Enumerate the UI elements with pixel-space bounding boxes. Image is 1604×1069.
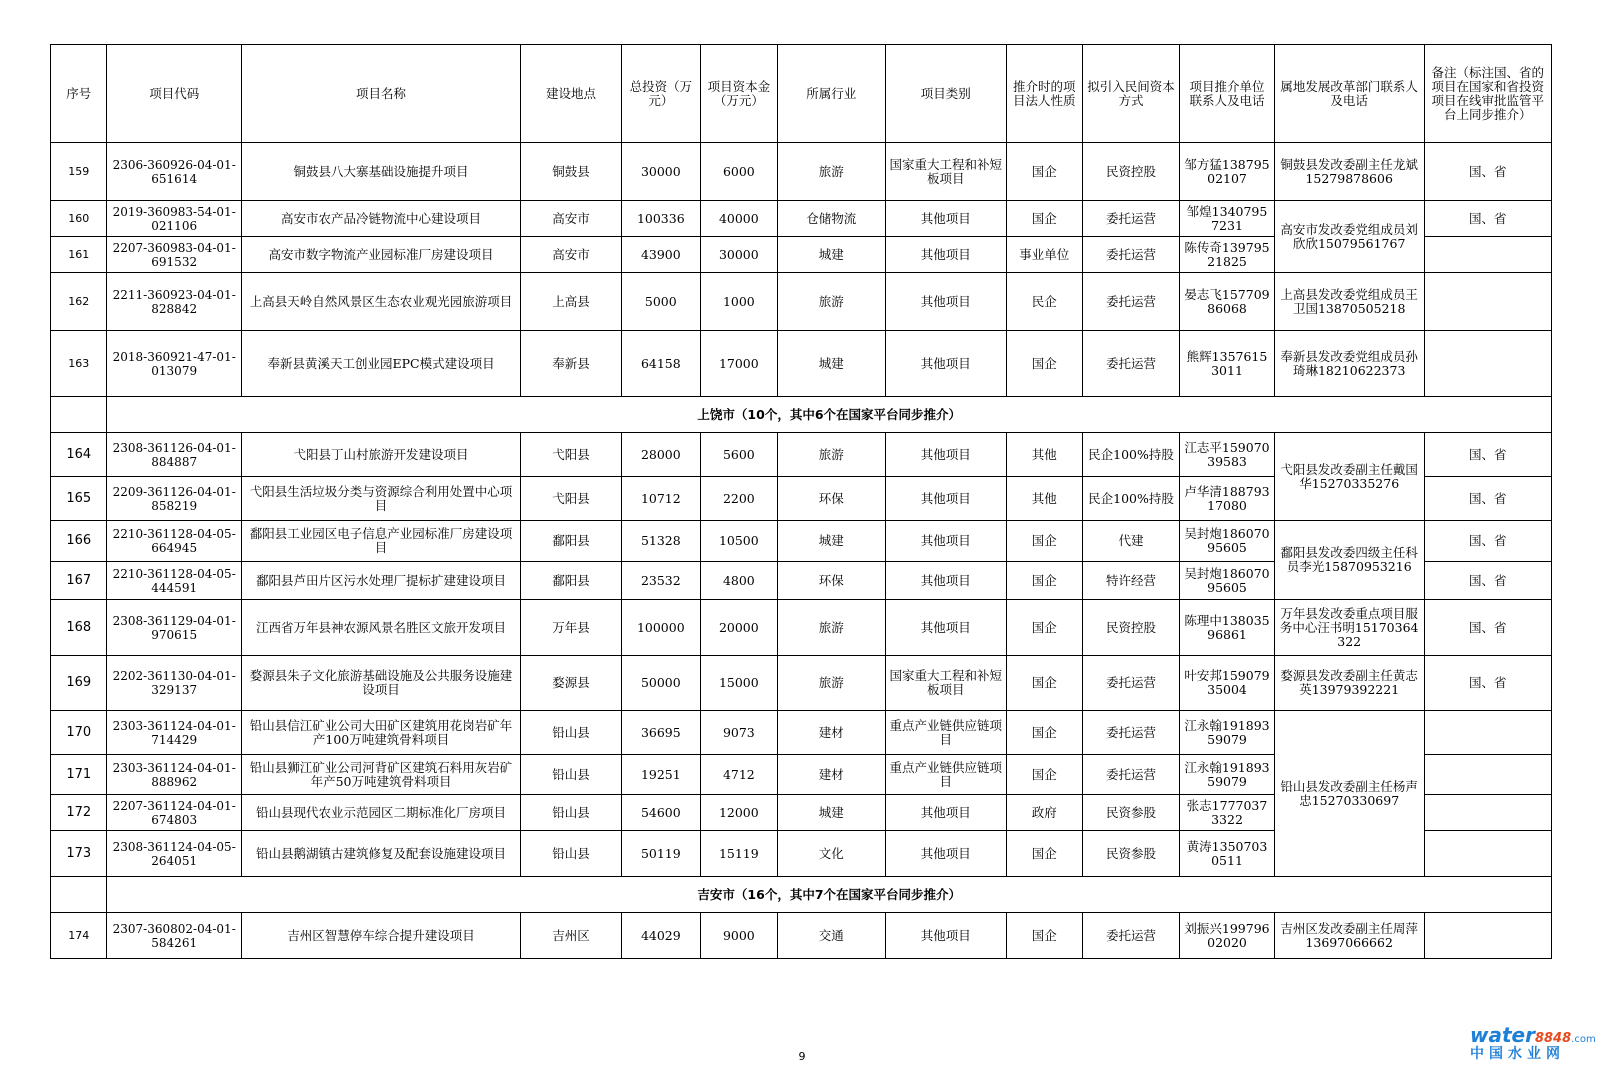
header-remark: 备注（标注国、省的项目在国家和省投资项目在线审批监管平台上同步推介） <box>1424 45 1551 143</box>
section-spacer <box>51 877 107 913</box>
cell-capital: 30000 <box>700 237 777 273</box>
cell-nature: 国企 <box>1006 331 1082 397</box>
cell-name: 铅山县鹅湖镇古建筑修复及配套设施建设项目 <box>241 831 520 877</box>
cell-location: 铅山县 <box>521 795 622 831</box>
section-row-shangrao <box>51 397 1552 433</box>
cell-industry: 文化 <box>777 831 885 877</box>
cell-seq: 164 <box>51 433 107 477</box>
table-row <box>51 143 1552 201</box>
cell-code: 2018-360921-47-01-013079 <box>107 331 241 397</box>
cell-name: 高安市农产品冷链物流中心建设项目 <box>241 201 520 237</box>
cell-nature: 事业单位 <box>1006 237 1082 273</box>
cell-mode: 委托运营 <box>1082 755 1180 795</box>
cell-remark <box>1424 331 1551 397</box>
cell-category: 重点产业链供应链项目 <box>885 755 1006 795</box>
cell-dept: 弋阳县发改委副主任戴国华15270335276 <box>1274 433 1424 521</box>
cell-code: 2308-361126-04-01-884887 <box>107 433 241 477</box>
cell-remark <box>1424 913 1551 959</box>
cell-invest: 100000 <box>621 600 700 656</box>
cell-remark: 国、省 <box>1424 656 1551 711</box>
cell-mode: 代建 <box>1082 521 1180 562</box>
cell-invest: 50119 <box>621 831 700 877</box>
cell-contact: 邹煌13407957231 <box>1180 201 1274 237</box>
cell-invest: 30000 <box>621 143 700 201</box>
cell-contact: 江永翰19189359079 <box>1180 711 1274 755</box>
cell-capital: 15000 <box>700 656 777 711</box>
cell-industry: 交通 <box>777 913 885 959</box>
table-row <box>51 433 1552 477</box>
cell-capital: 12000 <box>700 795 777 831</box>
cell-contact: 张志17770373322 <box>1180 795 1274 831</box>
cell-capital: 2200 <box>700 477 777 521</box>
cell-location: 弋阳县 <box>521 477 622 521</box>
cell-nature: 民企 <box>1006 273 1082 331</box>
section-row-jian <box>51 877 1552 913</box>
cell-code: 2307-360802-04-01-584261 <box>107 913 241 959</box>
cell-name: 弋阳县生活垃圾分类与资源综合利用处置中心项目 <box>241 477 520 521</box>
cell-dept: 万年县发改委重点项目服务中心汪书明15170364322 <box>1274 600 1424 656</box>
cell-seq: 159 <box>51 143 107 201</box>
cell-industry: 建材 <box>777 755 885 795</box>
cell-contact: 刘振兴19979602020 <box>1180 913 1274 959</box>
cell-name: 上高县天岭自然风景区生态农业观光园旅游项目 <box>241 273 520 331</box>
table-row <box>51 201 1552 237</box>
cell-remark: 国、省 <box>1424 201 1551 237</box>
header-nature: 推介时的项目法人性质 <box>1006 45 1082 143</box>
cell-invest: 10712 <box>621 477 700 521</box>
cell-industry: 城建 <box>777 237 885 273</box>
cell-location: 铜鼓县 <box>521 143 622 201</box>
cell-capital: 6000 <box>700 143 777 201</box>
cell-code: 2211-360923-04-01-828842 <box>107 273 241 331</box>
cell-dept: 奉新县发改委党组成员孙琦琳18210622373 <box>1274 331 1424 397</box>
cell-remark <box>1424 711 1551 755</box>
cell-capital: 4800 <box>700 562 777 600</box>
header-seq: 序号 <box>51 45 107 143</box>
cell-seq: 161 <box>51 237 107 273</box>
cell-capital: 4712 <box>700 755 777 795</box>
cell-code: 2207-360983-04-01-691532 <box>107 237 241 273</box>
table-row <box>51 600 1552 656</box>
cell-seq: 167 <box>51 562 107 600</box>
cell-dept: 婺源县发改委副主任黄志英13979392221 <box>1274 656 1424 711</box>
cell-code: 2303-361124-04-01-888962 <box>107 755 241 795</box>
cell-remark: 国、省 <box>1424 562 1551 600</box>
cell-seq: 163 <box>51 331 107 397</box>
cell-mode: 委托运营 <box>1082 201 1180 237</box>
cell-capital: 9073 <box>700 711 777 755</box>
cell-invest: 28000 <box>621 433 700 477</box>
cell-dept: 吉州区发改委副主任周萍13697066662 <box>1274 913 1424 959</box>
cell-seq: 174 <box>51 913 107 959</box>
cell-nature: 其他 <box>1006 433 1082 477</box>
cell-category: 其他项目 <box>885 237 1006 273</box>
cell-code: 2207-361124-04-01-674803 <box>107 795 241 831</box>
cell-location: 鄱阳县 <box>521 562 622 600</box>
cell-mode: 委托运营 <box>1082 913 1180 959</box>
header-capital: 项目资本金（万元） <box>700 45 777 143</box>
header-mode: 拟引入民间资本方式 <box>1082 45 1180 143</box>
cell-contact: 江志平15907039583 <box>1180 433 1274 477</box>
cell-mode: 民企100%持股 <box>1082 433 1180 477</box>
cell-industry: 城建 <box>777 331 885 397</box>
cell-dept: 铅山县发改委副主任杨声忠15270330697 <box>1274 711 1424 877</box>
cell-capital: 9000 <box>700 913 777 959</box>
watermark-cn: 中国水业网 <box>1470 1046 1565 1062</box>
header-code: 项目代码 <box>107 45 241 143</box>
cell-industry: 旅游 <box>777 433 885 477</box>
cell-capital: 17000 <box>700 331 777 397</box>
cell-nature: 国企 <box>1006 521 1082 562</box>
cell-seq: 170 <box>51 711 107 755</box>
section-title-shangrao: 上饶市（10个，其中6个在国家平台同步推介） <box>107 397 1552 433</box>
cell-industry: 旅游 <box>777 600 885 656</box>
cell-remark: 国、省 <box>1424 477 1551 521</box>
cell-seq: 173 <box>51 831 107 877</box>
cell-mode: 委托运营 <box>1082 273 1180 331</box>
cell-industry: 仓储物流 <box>777 201 885 237</box>
cell-mode: 委托运营 <box>1082 237 1180 273</box>
cell-category: 其他项目 <box>885 795 1006 831</box>
cell-dept: 上高县发改委党组成员王卫国13870505218 <box>1274 273 1424 331</box>
cell-mode: 委托运营 <box>1082 331 1180 397</box>
cell-nature: 政府 <box>1006 795 1082 831</box>
cell-invest: 23532 <box>621 562 700 600</box>
cell-mode: 民资参股 <box>1082 831 1180 877</box>
table-row <box>51 711 1552 755</box>
cell-name: 江西省万年县神农源风景名胜区文旅开发项目 <box>241 600 520 656</box>
cell-seq: 171 <box>51 755 107 795</box>
cell-seq: 169 <box>51 656 107 711</box>
project-table <box>50 44 1552 959</box>
cell-industry: 旅游 <box>777 273 885 331</box>
cell-industry: 城建 <box>777 795 885 831</box>
cell-contact: 陈理中13803596861 <box>1180 600 1274 656</box>
cell-invest: 44029 <box>621 913 700 959</box>
cell-category: 其他项目 <box>885 201 1006 237</box>
header-dept: 属地发展改革部门联系人及电话 <box>1274 45 1424 143</box>
cell-nature: 国企 <box>1006 656 1082 711</box>
cell-industry: 环保 <box>777 477 885 521</box>
cell-nature: 国企 <box>1006 711 1082 755</box>
cell-dept: 高安市发改委党组成员刘欣欣15079561767 <box>1274 201 1424 273</box>
cell-invest: 19251 <box>621 755 700 795</box>
cell-mode: 委托运营 <box>1082 711 1180 755</box>
cell-code: 2210-361128-04-05-664945 <box>107 521 241 562</box>
cell-contact: 熊辉13576153011 <box>1180 331 1274 397</box>
cell-capital: 5600 <box>700 433 777 477</box>
watermark-logo <box>1470 1023 1596 1066</box>
cell-remark <box>1424 273 1551 331</box>
cell-name: 铅山县信江矿业公司大田矿区建筑用花岗岩矿年产100万吨建筑骨料项目 <box>241 711 520 755</box>
cell-industry: 旅游 <box>777 656 885 711</box>
cell-contact: 吴封炮18607095605 <box>1180 562 1274 600</box>
cell-name: 吉州区智慧停车综合提升建设项目 <box>241 913 520 959</box>
watermark-dom: .com <box>1571 1034 1596 1045</box>
cell-nature: 其他 <box>1006 477 1082 521</box>
cell-category: 其他项目 <box>885 477 1006 521</box>
cell-remark <box>1424 237 1551 273</box>
cell-invest: 50000 <box>621 656 700 711</box>
header-industry: 所属行业 <box>777 45 885 143</box>
cell-contact: 邹方猛13879502107 <box>1180 143 1274 201</box>
cell-seq: 165 <box>51 477 107 521</box>
cell-code: 2210-361128-04-05-444591 <box>107 562 241 600</box>
cell-invest: 5000 <box>621 273 700 331</box>
table-row <box>51 521 1552 562</box>
header-name: 项目名称 <box>241 45 520 143</box>
cell-location: 吉州区 <box>521 913 622 959</box>
cell-nature: 国企 <box>1006 600 1082 656</box>
cell-nature: 国企 <box>1006 143 1082 201</box>
cell-category: 国家重大工程和补短板项目 <box>885 143 1006 201</box>
cell-code: 2308-361129-04-01-970615 <box>107 600 241 656</box>
cell-location: 高安市 <box>521 201 622 237</box>
cell-name: 铜鼓县八大寨基础设施提升项目 <box>241 143 520 201</box>
cell-location: 奉新县 <box>521 331 622 397</box>
cell-contact: 叶安邦15907935004 <box>1180 656 1274 711</box>
cell-seq: 166 <box>51 521 107 562</box>
cell-seq: 172 <box>51 795 107 831</box>
cell-code: 2202-361130-04-01-329137 <box>107 656 241 711</box>
cell-invest: 51328 <box>621 521 700 562</box>
cell-contact: 卢华清18879317080 <box>1180 477 1274 521</box>
cell-contact: 陈传奇13979521825 <box>1180 237 1274 273</box>
cell-remark: 国、省 <box>1424 433 1551 477</box>
cell-nature: 国企 <box>1006 201 1082 237</box>
cell-name: 鄱阳县芦田片区污水处理厂提标扩建建设项目 <box>241 562 520 600</box>
cell-invest: 43900 <box>621 237 700 273</box>
cell-industry: 城建 <box>777 521 885 562</box>
cell-remark <box>1424 831 1551 877</box>
cell-code: 2303-361124-04-01-714429 <box>107 711 241 755</box>
page-number: 9 <box>798 1050 806 1063</box>
cell-mode: 特许经营 <box>1082 562 1180 600</box>
cell-capital: 20000 <box>700 600 777 656</box>
table-row <box>51 913 1552 959</box>
table-row <box>51 656 1552 711</box>
cell-category: 其他项目 <box>885 562 1006 600</box>
cell-capital: 15119 <box>700 831 777 877</box>
cell-contact: 黄涛13507030511 <box>1180 831 1274 877</box>
cell-invest: 64158 <box>621 331 700 397</box>
cell-remark <box>1424 755 1551 795</box>
cell-seq: 168 <box>51 600 107 656</box>
cell-industry: 环保 <box>777 562 885 600</box>
cell-mode: 委托运营 <box>1082 656 1180 711</box>
cell-location: 弋阳县 <box>521 433 622 477</box>
cell-remark <box>1424 795 1551 831</box>
cell-remark: 国、省 <box>1424 600 1551 656</box>
cell-category: 其他项目 <box>885 831 1006 877</box>
cell-nature: 国企 <box>1006 562 1082 600</box>
cell-code: 2306-360926-04-01-651614 <box>107 143 241 201</box>
cell-location: 婺源县 <box>521 656 622 711</box>
cell-contact: 晏志飞15770986068 <box>1180 273 1274 331</box>
cell-category: 其他项目 <box>885 521 1006 562</box>
section-title-jian: 吉安市（16个，其中7个在国家平台同步推介） <box>107 877 1552 913</box>
cell-category: 其他项目 <box>885 433 1006 477</box>
cell-name: 铅山县狮江矿业公司河背矿区建筑石料用灰岩矿年产50万吨建筑骨料项目 <box>241 755 520 795</box>
cell-contact: 江永翰19189359079 <box>1180 755 1274 795</box>
cell-location: 铅山县 <box>521 755 622 795</box>
cell-category: 国家重大工程和补短板项目 <box>885 656 1006 711</box>
cell-name: 铅山县现代农业示范园区二期标准化厂房项目 <box>241 795 520 831</box>
cell-capital: 1000 <box>700 273 777 331</box>
header-category: 项目类别 <box>885 45 1006 143</box>
cell-nature: 国企 <box>1006 831 1082 877</box>
cell-name: 高安市数字物流产业园标准厂房建设项目 <box>241 237 520 273</box>
cell-mode: 民企100%持股 <box>1082 477 1180 521</box>
cell-location: 铅山县 <box>521 831 622 877</box>
cell-mode: 民资参股 <box>1082 795 1180 831</box>
cell-remark: 国、省 <box>1424 143 1551 201</box>
cell-code: 2209-361126-04-01-858219 <box>107 477 241 521</box>
cell-location: 万年县 <box>521 600 622 656</box>
header-location: 建设地点 <box>521 45 622 143</box>
cell-dept: 鄱阳县发改委四级主任科员李光15870953216 <box>1274 521 1424 600</box>
cell-industry: 建材 <box>777 711 885 755</box>
cell-invest: 54600 <box>621 795 700 831</box>
cell-seq: 160 <box>51 201 107 237</box>
cell-nature: 国企 <box>1006 755 1082 795</box>
cell-name: 婺源县朱子文化旅游基础设施及公共服务设施建设项目 <box>241 656 520 711</box>
cell-capital: 10500 <box>700 521 777 562</box>
cell-capital: 40000 <box>700 201 777 237</box>
table-row <box>51 331 1552 397</box>
cell-category: 其他项目 <box>885 913 1006 959</box>
watermark-num: 8848 <box>1534 1031 1572 1046</box>
table-row <box>51 273 1552 331</box>
cell-category: 其他项目 <box>885 273 1006 331</box>
cell-location: 鄱阳县 <box>521 521 622 562</box>
cell-invest: 100336 <box>621 201 700 237</box>
watermark-brand: water <box>1470 1023 1535 1047</box>
cell-code: 2019-360983-54-01-021106 <box>107 201 241 237</box>
cell-category: 其他项目 <box>885 600 1006 656</box>
cell-category: 其他项目 <box>885 331 1006 397</box>
cell-nature: 国企 <box>1006 913 1082 959</box>
cell-industry: 旅游 <box>777 143 885 201</box>
cell-dept: 铜鼓县发改委副主任龙斌15279878606 <box>1274 143 1424 201</box>
header-row <box>51 45 1552 143</box>
cell-remark: 国、省 <box>1424 521 1551 562</box>
cell-category: 重点产业链供应链项目 <box>885 711 1006 755</box>
cell-location: 高安市 <box>521 237 622 273</box>
cell-location: 上高县 <box>521 273 622 331</box>
header-contact: 项目推介单位联系人及电话 <box>1180 45 1274 143</box>
section-spacer <box>51 397 107 433</box>
cell-seq: 162 <box>51 273 107 331</box>
cell-name: 弋阳县丁山村旅游开发建设项目 <box>241 433 520 477</box>
cell-location: 铅山县 <box>521 711 622 755</box>
cell-name: 鄱阳县工业园区电子信息产业园标准厂房建设项目 <box>241 521 520 562</box>
cell-code: 2308-361124-04-05-264051 <box>107 831 241 877</box>
cell-name: 奉新县黄溪天工创业园EPC模式建设项目 <box>241 331 520 397</box>
cell-invest: 36695 <box>621 711 700 755</box>
header-invest: 总投资（万元） <box>621 45 700 143</box>
cell-contact: 吴封炮18607095605 <box>1180 521 1274 562</box>
cell-mode: 民资控股 <box>1082 143 1180 201</box>
cell-mode: 民资控股 <box>1082 600 1180 656</box>
